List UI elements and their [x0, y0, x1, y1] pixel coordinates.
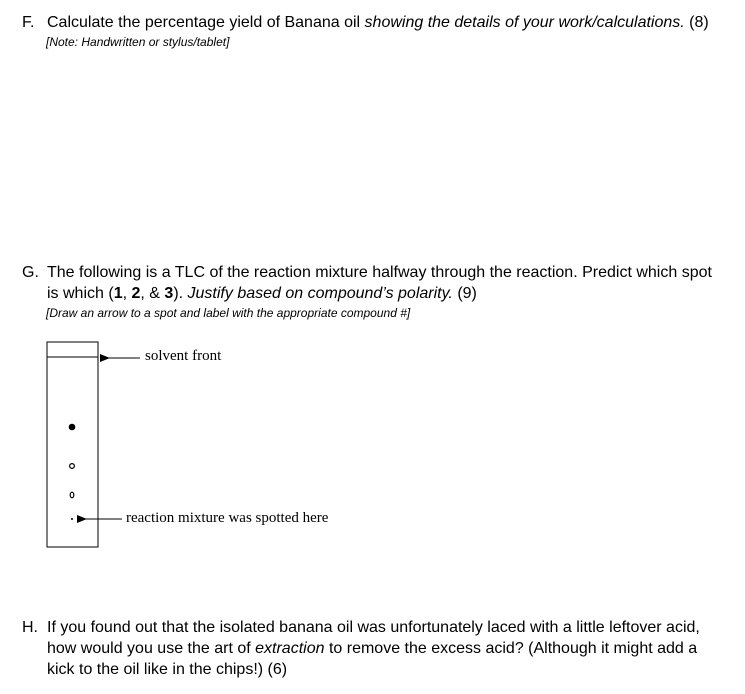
- question-g-letter: G.: [22, 264, 39, 281]
- question-g-note: [Draw an arrow to a spot and label with the appropriate compound #]: [46, 306, 411, 320]
- question-g-line2-b: ).: [173, 285, 188, 302]
- question-h-letter: H.: [22, 619, 38, 636]
- question-h-line1: If you found out that the isolated banana oil was unfortunately laced with a little leftover acid,: [47, 619, 700, 636]
- tlc-spot-top: [69, 424, 76, 431]
- question-f-letter: F.: [22, 14, 35, 31]
- question-g-sep1: ,: [122, 285, 132, 302]
- spotted-here-label: reaction mixture was spotted here: [126, 510, 329, 526]
- question-g-points: (9): [452, 285, 477, 302]
- tlc-plate: [47, 342, 98, 547]
- question-f-note: [Note: Handwritten or stylus/tablet]: [46, 35, 230, 49]
- question-h-line2: [47, 638, 697, 659]
- question-g-sep2: , &: [140, 285, 165, 302]
- question-h-line2-b: to remove the excess acid? (Although it might add a: [324, 640, 698, 657]
- tlc-spot-middle: [70, 464, 75, 469]
- question-f-text-italic: showing the details of your work/calculations.: [364, 14, 685, 31]
- question-f-points: (8): [684, 14, 709, 31]
- question-h-line2-italic: extraction: [255, 640, 325, 657]
- compound-2-number: 2: [131, 285, 141, 302]
- question-h-line2-a: how would you use the art of: [47, 640, 256, 657]
- tlc-origin-spot: [71, 518, 73, 520]
- solvent-front-label: solvent front: [145, 348, 222, 364]
- question-g-line2-italic: Justify based on compound’s polarity.: [187, 285, 453, 302]
- question-h: [22, 617, 722, 683]
- compound-3-number: 3: [164, 285, 174, 302]
- question-f-text-plain: Calculate the percentage yield of Banana oil: [47, 14, 365, 31]
- compound-1-number: 1: [113, 285, 123, 302]
- question-h-line3: kick to the oil like in the chips!) (6): [47, 661, 288, 678]
- tlc-spot-lower: [70, 492, 74, 498]
- question-g-line2-a: is which (: [47, 285, 114, 302]
- question-g-line1: The following is a TLC of the reaction mixture halfway through the reaction. Predict which spot: [47, 264, 712, 281]
